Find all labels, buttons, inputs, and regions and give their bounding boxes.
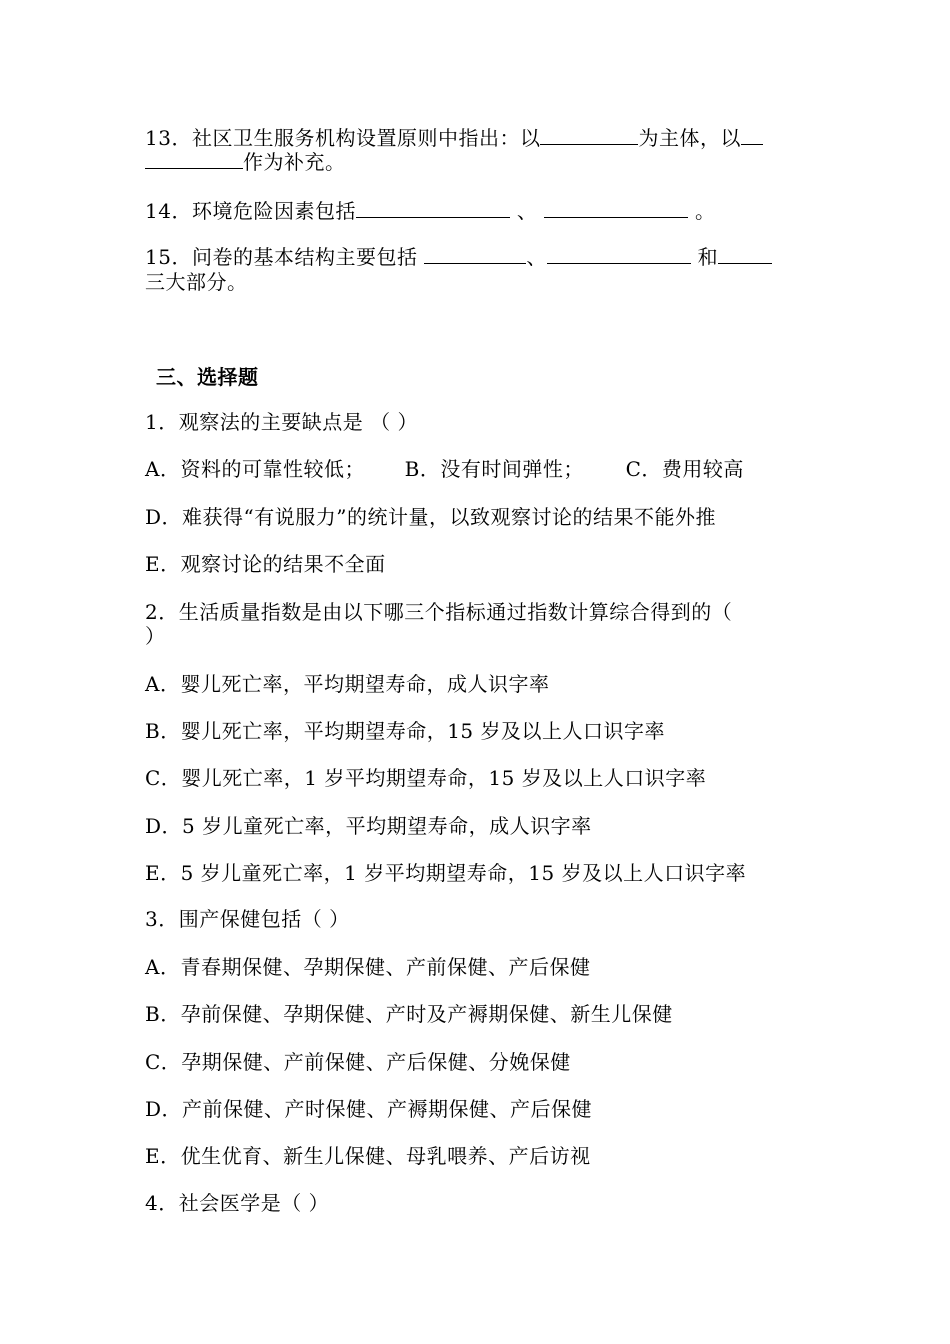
q15-and: 和 xyxy=(690,245,719,269)
q15-sep: 、 xyxy=(526,245,547,269)
q13-text-a: 13．社区卫生服务机构设置原则中指出：以 xyxy=(145,126,541,150)
q15-text-a: 15．问卷的基本结构主要包括 xyxy=(145,245,425,269)
q2-option-c: C．婴儿死亡率，1 岁平均期望寿命，15 岁及以上人口识字率 xyxy=(145,766,707,790)
q15-text-b: 三大部分。 xyxy=(145,270,248,294)
q2-option-b: B．婴儿死亡率，平均期望寿命，15 岁及以上人口识字率 xyxy=(145,719,666,743)
q4-stem: 4．社会医学是（ ） xyxy=(145,1191,330,1215)
q2-option-e: E．5 岁儿童死亡率，1 岁平均期望寿命，15 岁及以上人口识字率 xyxy=(145,861,747,885)
q13-text-c: 作为补充。 xyxy=(243,150,346,174)
q3-option-d: D．产前保健、产时保健、产褥期保健、产后保健 xyxy=(145,1097,593,1121)
q15-line2 xyxy=(145,270,248,294)
q13-blank-2a[interactable] xyxy=(741,126,763,145)
q13-text-b: 为主体，以 xyxy=(638,126,741,150)
q1-stem: 1．观察法的主要缺点是 （ ） xyxy=(145,410,418,434)
q15-blank-1[interactable] xyxy=(424,245,526,264)
q3-option-a: A．青春期保健、孕期保健、产前保健、产后保健 xyxy=(145,955,591,979)
q14-blank-2[interactable] xyxy=(544,199,688,218)
q14-line xyxy=(145,199,716,223)
q13-blank-1[interactable] xyxy=(540,126,638,145)
q1-option-d: D．难获得“有说服力”的统计量，以致观察讨论的结果不能外推 xyxy=(145,505,716,529)
q14-text-a: 14．环境危险因素包括 xyxy=(145,199,356,223)
q2-stem-line1: 2．生活质量指数是由以下哪三个指标通过指数计算综合得到的（ xyxy=(145,600,733,624)
q2-stem-line2: ） xyxy=(145,624,166,648)
q3-option-b: B．孕前保健、孕期保健、产时及产褥期保健、新生儿保健 xyxy=(145,1002,673,1026)
q15-blank-2[interactable] xyxy=(547,245,691,264)
q1-options-row xyxy=(145,457,744,481)
q14-blank-1[interactable] xyxy=(356,199,510,218)
q15-blank-3[interactable] xyxy=(718,245,772,264)
q3-stem: 3．围产保健包括（ ） xyxy=(145,907,350,931)
q14-end: 。 xyxy=(695,199,716,223)
q15-line1 xyxy=(145,245,772,269)
q13-line1 xyxy=(145,126,763,150)
section-title: 三、选择题 xyxy=(156,365,259,389)
q1-option-a: A．资料的可靠性较低； xyxy=(145,457,365,481)
q13-line2 xyxy=(145,150,346,174)
q14-sep: 、 xyxy=(516,199,538,223)
q1-option-c: C．费用较高 xyxy=(625,457,744,481)
q2-option-d: D．5 岁儿童死亡率，平均期望寿命，成人识字率 xyxy=(145,814,592,838)
q1-option-e: E．观察讨论的结果不全面 xyxy=(145,552,386,576)
q2-option-a: A．婴儿死亡率，平均期望寿命，成人识字率 xyxy=(145,672,550,696)
q3-option-c: C．孕期保健、产前保健、产后保健、分娩保健 xyxy=(145,1050,571,1074)
q3-option-e: E．优生优育、新生儿保健、母乳喂养、产后访视 xyxy=(145,1144,591,1168)
q13-blank-2b[interactable] xyxy=(145,150,243,169)
q1-option-b: B．没有时间弹性； xyxy=(404,457,584,481)
